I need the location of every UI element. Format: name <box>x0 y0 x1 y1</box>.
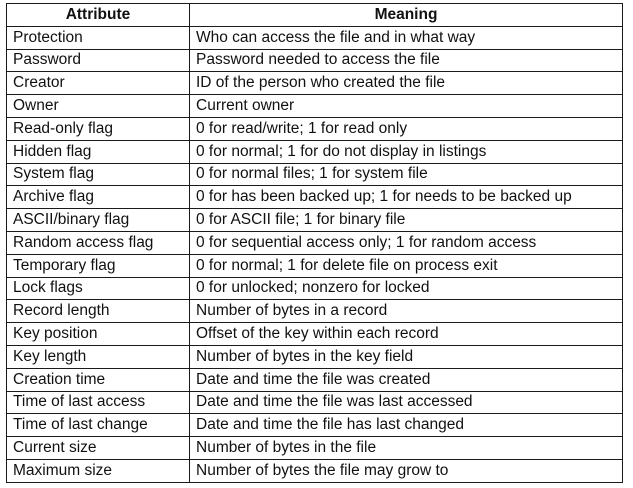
meaning-cell: Who can access the file and in what way <box>190 26 623 49</box>
table-row <box>7 254 623 277</box>
attribute-cell: Maximum size <box>7 459 190 482</box>
attribute-cell: System flag <box>7 163 190 186</box>
attribute-cell: Time of last access <box>7 391 190 414</box>
attribute-cell: Read-only flag <box>7 117 190 140</box>
table-row <box>7 209 623 232</box>
meaning-cell: 0 for has been backed up; 1 for needs to be backed up <box>190 186 623 209</box>
meaning-cell: Date and time the file has last changed <box>190 414 623 437</box>
attribute-cell: ASCII/binary flag <box>7 209 190 232</box>
table-row <box>7 72 623 95</box>
attribute-cell: Password <box>7 49 190 72</box>
meaning-cell: 0 for normal; 1 for do not display in listings <box>190 140 623 163</box>
table-row <box>7 368 623 391</box>
meaning-cell: Number of bytes in the file <box>190 437 623 460</box>
meaning-cell: 0 for ASCII file; 1 for binary file <box>190 209 623 232</box>
attribute-cell: Key position <box>7 323 190 346</box>
table-row <box>7 414 623 437</box>
file-attributes-table <box>6 3 623 483</box>
meaning-cell: Number of bytes in the key field <box>190 345 623 368</box>
meaning-cell: Current owner <box>190 95 623 118</box>
meaning-cell: ID of the person who created the file <box>190 72 623 95</box>
meaning-cell: Number of bytes the file may grow to <box>190 459 623 482</box>
header-attribute: Attribute <box>7 4 190 27</box>
table-row <box>7 163 623 186</box>
attribute-cell: Owner <box>7 95 190 118</box>
table-row <box>7 345 623 368</box>
meaning-cell: 0 for normal; 1 for delete file on process exit <box>190 254 623 277</box>
table-row <box>7 26 623 49</box>
meaning-cell: Password needed to access the file <box>190 49 623 72</box>
header-meaning: Meaning <box>190 4 623 27</box>
attribute-cell: Current size <box>7 437 190 460</box>
attribute-cell: Creator <box>7 72 190 95</box>
meaning-cell: 0 for read/write; 1 for read only <box>190 117 623 140</box>
meaning-cell: 0 for normal files; 1 for system file <box>190 163 623 186</box>
meaning-cell: Date and time the file was last accessed <box>190 391 623 414</box>
table-header-row <box>7 4 623 27</box>
table-row <box>7 277 623 300</box>
attribute-cell: Protection <box>7 26 190 49</box>
table-row <box>7 459 623 482</box>
meaning-cell: 0 for sequential access only; 1 for random access <box>190 231 623 254</box>
meaning-cell: Number of bytes in a record <box>190 300 623 323</box>
table-row <box>7 186 623 209</box>
attribute-cell: Lock flags <box>7 277 190 300</box>
table-row <box>7 231 623 254</box>
meaning-cell: Date and time the file was created <box>190 368 623 391</box>
attribute-cell: Temporary flag <box>7 254 190 277</box>
meaning-cell: 0 for unlocked; nonzero for locked <box>190 277 623 300</box>
table-row <box>7 140 623 163</box>
attribute-cell: Time of last change <box>7 414 190 437</box>
attribute-cell: Creation time <box>7 368 190 391</box>
attribute-cell: Hidden flag <box>7 140 190 163</box>
table-row <box>7 117 623 140</box>
table-body <box>7 26 623 482</box>
attribute-cell: Key length <box>7 345 190 368</box>
table-row <box>7 391 623 414</box>
table-row <box>7 95 623 118</box>
file-attributes-table-container <box>6 3 622 483</box>
meaning-cell: Offset of the key within each record <box>190 323 623 346</box>
table-row <box>7 49 623 72</box>
table-row <box>7 300 623 323</box>
attribute-cell: Archive flag <box>7 186 190 209</box>
attribute-cell: Random access flag <box>7 231 190 254</box>
table-row <box>7 323 623 346</box>
attribute-cell: Record length <box>7 300 190 323</box>
table-row <box>7 437 623 460</box>
